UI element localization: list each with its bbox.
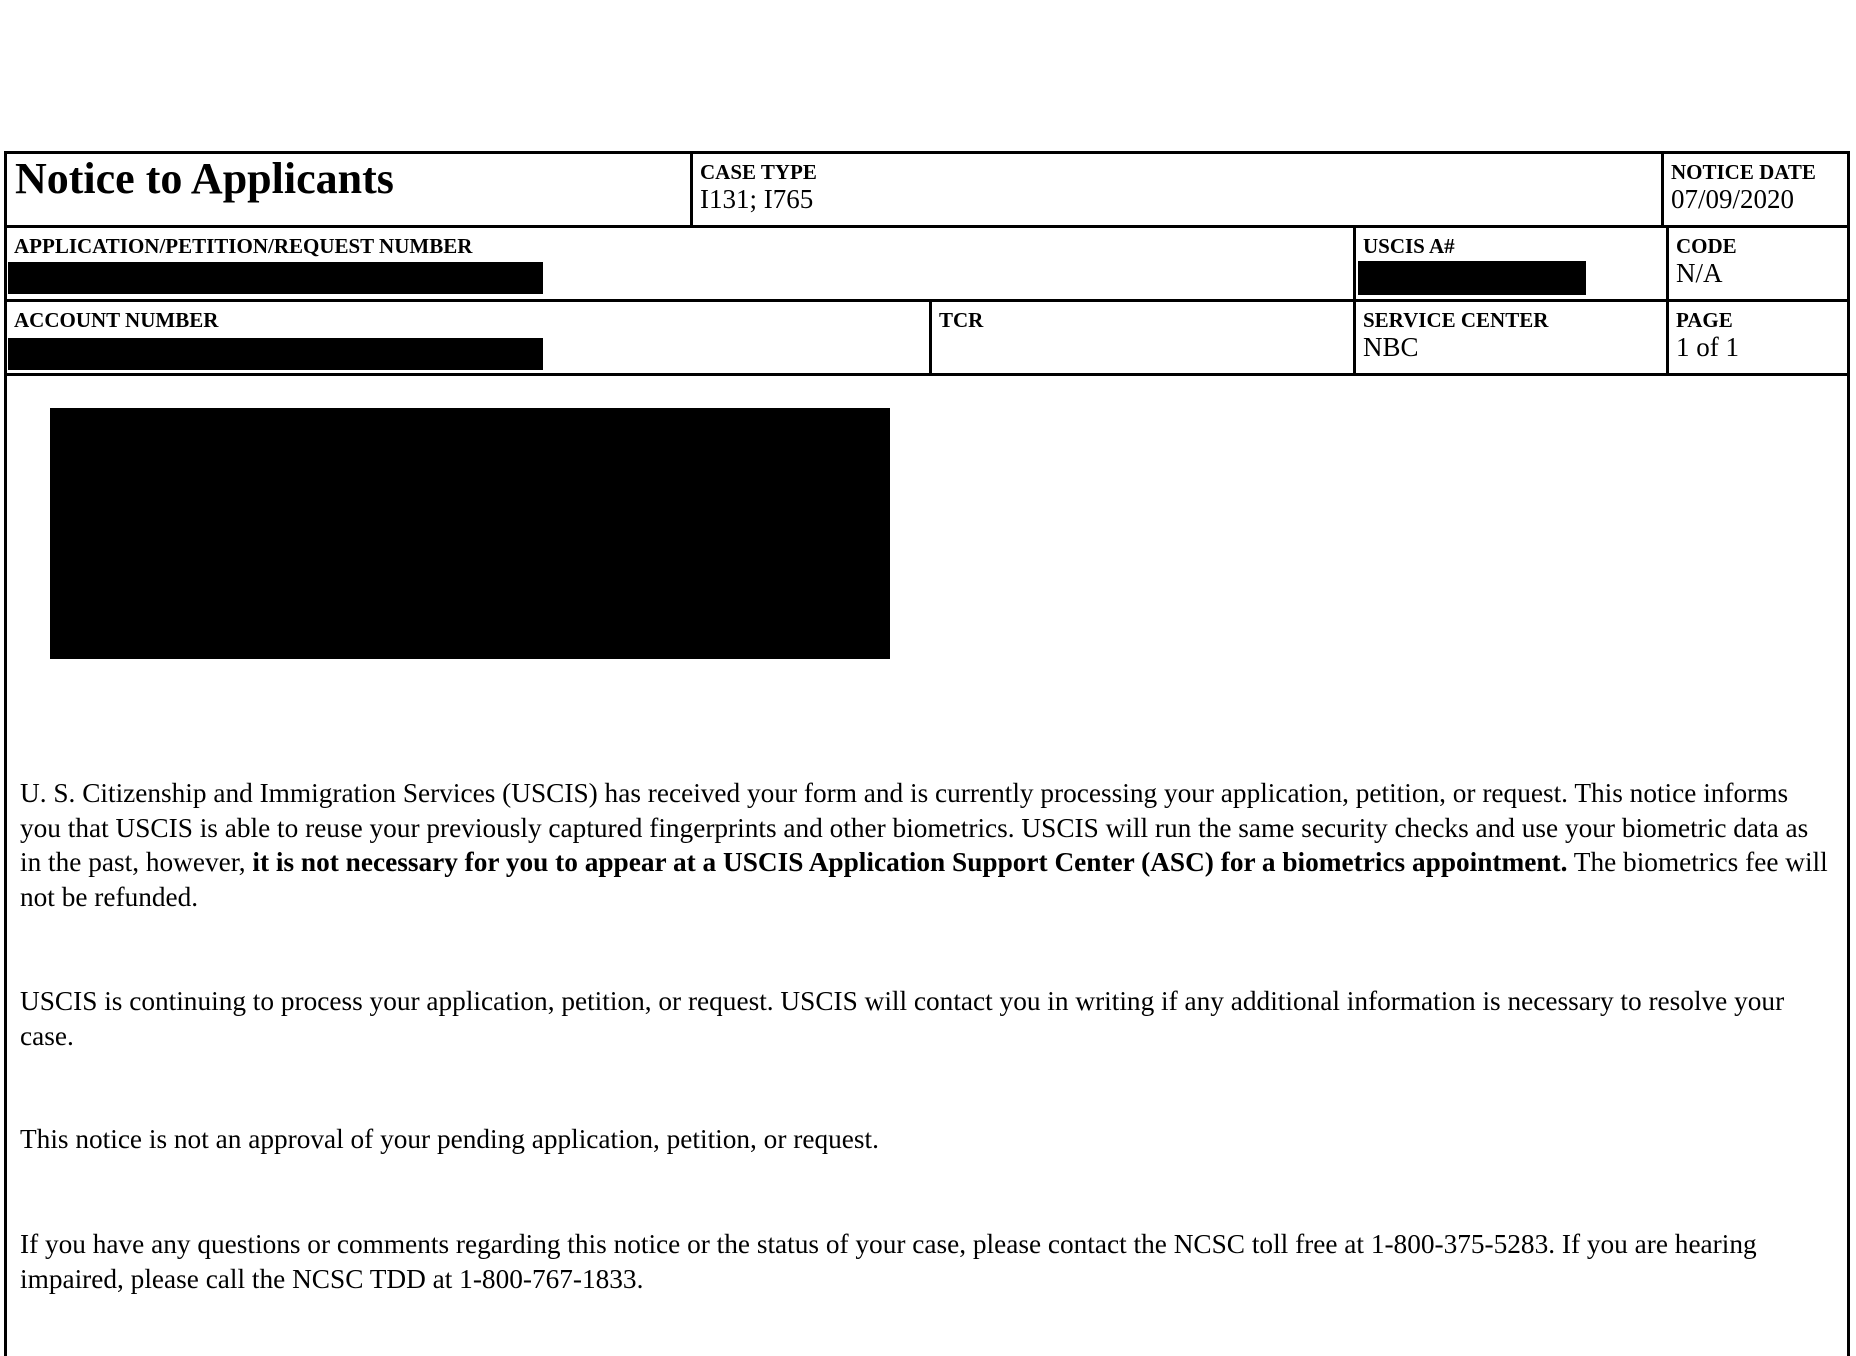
- a-number-label: USCIS A#: [1363, 234, 1455, 258]
- case-type-value: I131; I765: [700, 184, 814, 214]
- paragraph-1-bold: it is not necessary for you to appear at a USCIS Application Support Center (ASC) for a biometrics appointment.: [252, 847, 1568, 877]
- account-number-cell: [7, 302, 929, 373]
- receipt-number-label: APPLICATION/PETITION/REQUEST NUMBER: [14, 234, 473, 258]
- tcr-cell: [929, 302, 1353, 373]
- service-center-cell: [1353, 302, 1666, 373]
- case-type-label: CASE TYPE: [700, 160, 817, 184]
- paragraph-contact: If you have any questions or comments regarding this notice or the status of your case, please contact the NCSC toll free at 1-800-375-5283. If you are hearing impaired, please call the NCSC TDD at 1-800-767-1833.: [20, 1229, 1757, 1294]
- code-cell: [1666, 228, 1847, 299]
- receipt-number-redaction: [8, 262, 543, 294]
- code-value: N/A: [1676, 258, 1723, 288]
- service-center-label: SERVICE CENTER: [1363, 308, 1549, 332]
- notice-date-cell: [1661, 154, 1847, 225]
- paragraph-biometrics-reuse: [20, 776, 1832, 914]
- receipt-number-cell: [7, 228, 1353, 299]
- code-label: CODE: [1676, 234, 1737, 258]
- page-title: Notice to Applicants: [15, 154, 394, 203]
- tcr-label: TCR: [939, 308, 984, 332]
- a-number-cell: [1353, 228, 1666, 299]
- page-cell: [1666, 302, 1847, 373]
- notice-date-label: NOTICE DATE: [1671, 160, 1816, 184]
- header-row-3: [7, 302, 1847, 376]
- paragraph-not-approval: This notice is not an approval of your pending application, petition, or request.: [20, 1124, 879, 1154]
- header-row-2: [7, 228, 1847, 302]
- page-value: 1 of 1: [1676, 332, 1739, 362]
- notice-date-value: 07/09/2020: [1671, 184, 1795, 214]
- page-label: PAGE: [1676, 308, 1733, 332]
- a-number-redaction: [1358, 261, 1586, 295]
- case-type-cell: [690, 154, 1661, 225]
- paragraph-processing: USCIS is continuing to process your application, petition, or request. USCIS will contact you in writing if any additional information is necessary to resolve your case.: [20, 986, 1785, 1051]
- account-number-label: ACCOUNT NUMBER: [14, 308, 219, 332]
- notice-frame: [4, 151, 1850, 1356]
- service-center-value: NBC: [1363, 332, 1419, 362]
- title-cell: [7, 154, 690, 225]
- address-redaction: [50, 408, 890, 659]
- paragraph-1-start: U. S. Citizenship and Immigration Services (USCIS) has received your form and is currently processing your application, petition, or request. This notice informs you that USCIS is able to reuse your previously captured fingerprints and other biometrics. USCIS will run the same security checks and use your biometric data as in the past, however,: [20, 778, 1809, 877]
- account-number-redaction: [8, 338, 543, 370]
- header-row-1: [7, 154, 1847, 228]
- paragraph-1-end: The biometrics fee will not be refunded.: [20, 847, 1828, 912]
